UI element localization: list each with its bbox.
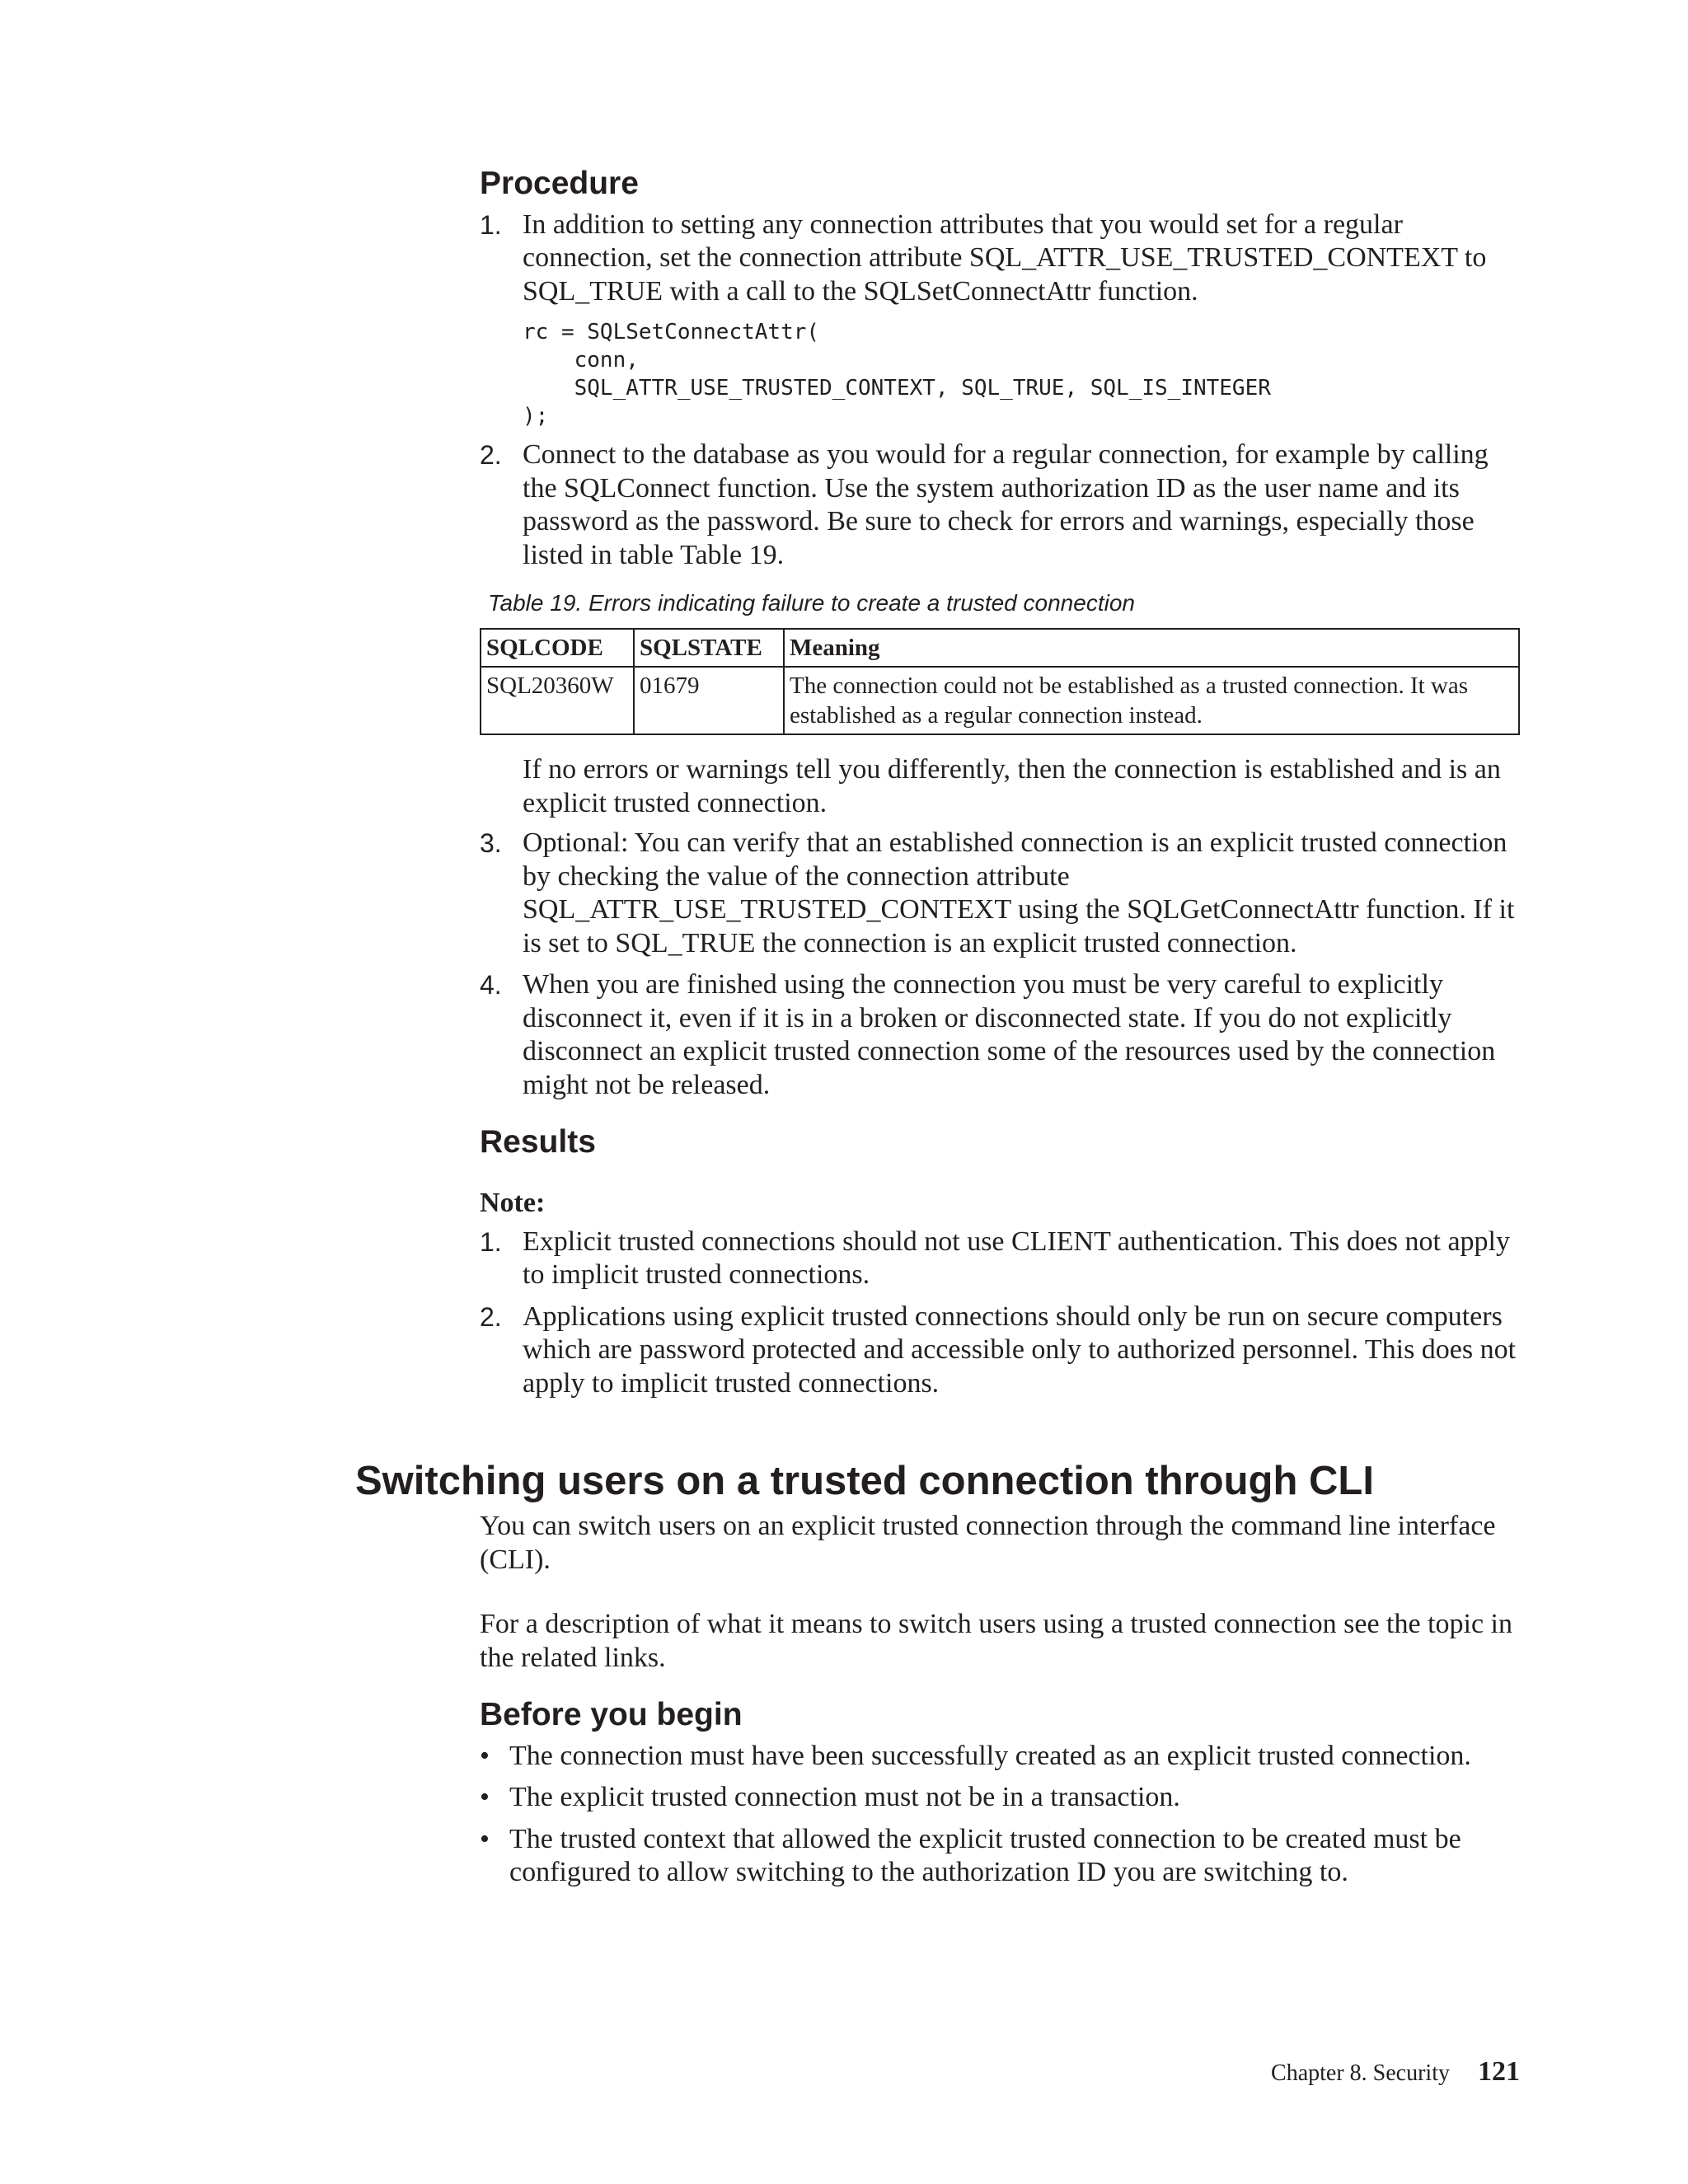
procedure-step-4 (480, 968, 1520, 1102)
note-item-1 (480, 1226, 1520, 1292)
procedure-heading: Procedure (480, 166, 639, 201)
note-number: 1. (480, 1226, 502, 1257)
procedure-step-1 (480, 209, 1520, 431)
section-heading: Switching users on a trusted connection through CLI (355, 1459, 1374, 1503)
note-item-2 (480, 1301, 1520, 1401)
switching-section (480, 1510, 1520, 1890)
list-item (480, 1740, 1520, 1774)
procedure-step-2 (480, 438, 1520, 572)
step-number: 1. (480, 209, 502, 240)
list-item-text: The trusted context that allowed the explicit trusted connection to be created must be configured to allow switching to the authorization ID you are switching to. (509, 1823, 1461, 1888)
table-row (481, 667, 1519, 734)
intro-paragraph: You can switch users on an explicit trusted connection through the command line interface (CLI). (480, 1511, 1496, 1575)
step-text: Optional: You can verify that an established connection is an explicit trusted connection by checking the value of the connection attribute SQL_ATTR_USE_TRUSTED_CONTEXT using the SQLGetConnectAttr function. If it is set to SQL_TRUE the connection is an explicit trusted connection. (523, 827, 1515, 958)
step-text: When you are finished using the connection you must be very careful to explicitly disconnect it, even if it is in a broken or disconnected state. If you do not explicitly disconnect an explicit trusted connection some of the resources used by the connection might not be released. (523, 969, 1496, 1100)
list-item-text: The explicit trusted connection must not be in a transaction. (509, 1782, 1180, 1813)
list-item (480, 1823, 1520, 1890)
table-caption: Table 19. Errors indicating failure to create a trusted connection (488, 590, 1135, 616)
page-footer (1271, 2056, 1520, 2088)
description-paragraph: For a description of what it means to switch users using a trusted connection see the topic in the related links. (480, 1609, 1513, 1673)
step-number: 3. (480, 828, 502, 859)
column-header: SQLCODE (481, 629, 634, 667)
results-notes (480, 1226, 1520, 1401)
before-list (480, 1740, 1520, 1890)
step-2-continuation: If no errors or warnings tell you differently, then the connection is established and is an explicit trusted connection. (523, 754, 1501, 818)
bullet-icon: • (480, 1823, 490, 1854)
column-header: SQLSTATE (634, 629, 784, 667)
procedure-steps-continued (480, 827, 1520, 1102)
procedure-steps (480, 209, 1520, 573)
step-number: 2. (480, 440, 502, 471)
column-header: Meaning (784, 629, 1519, 667)
note-text: Explicit trusted connections should not use CLIENT authentication. This does not apply to implicit trusted connections. (523, 1226, 1511, 1291)
chapter-label: Chapter 8. Security (1271, 2060, 1450, 2086)
note-label: Note: (480, 1188, 546, 1219)
step-text: In addition to setting any connection attributes that you would set for a regular connection, set the connection attribute SQL_ATTR_USE_TRUSTED_CONTEXT to SQL_TRUE with a call to the SQLSetConnectAttr function. (523, 209, 1487, 307)
step-text: Connect to the database as you would for a regular connection, for example by calling the SQLConnect function. Use the system authorization ID as the user name and its password as the password. Be sure to check for errors and warnings, especially those listed in table Table 19. (523, 439, 1489, 570)
step-number: 4. (480, 970, 502, 1001)
bullet-icon: • (480, 1740, 490, 1771)
note-number: 2. (480, 1301, 502, 1332)
page-number: 121 (1478, 2056, 1520, 2087)
bullet-icon: • (480, 1782, 490, 1813)
list-item (480, 1781, 1520, 1815)
before-heading: Before you begin (480, 1697, 743, 1732)
table-cell: SQL20360W (481, 667, 634, 734)
procedure-section (480, 165, 1520, 1400)
list-item-text: The connection must have been successfully created as an explicit trusted connection. (509, 1740, 1471, 1771)
code-block: rc = SQLSetConnectAttr( conn, SQL_ATTR_USE_TRUSTED_CONTEXT, SQL_TRUE, SQL_IS_INTEGER ); (523, 320, 1271, 429)
table-cell: The connection could not be established as a trusted connection. It was established as a regular connection instead. (784, 667, 1519, 734)
error-table (480, 628, 1520, 735)
procedure-step-3 (480, 827, 1520, 960)
results-heading: Results (480, 1124, 596, 1160)
note-text: Applications using explicit trusted connections should only be run on secure computers which are password protected and accessible only to authorized personnel. This does not apply to implicit trusted connections. (523, 1301, 1517, 1399)
table-cell: 01679 (634, 667, 784, 734)
table-19 (480, 590, 1520, 735)
table-header-row (481, 629, 1519, 667)
